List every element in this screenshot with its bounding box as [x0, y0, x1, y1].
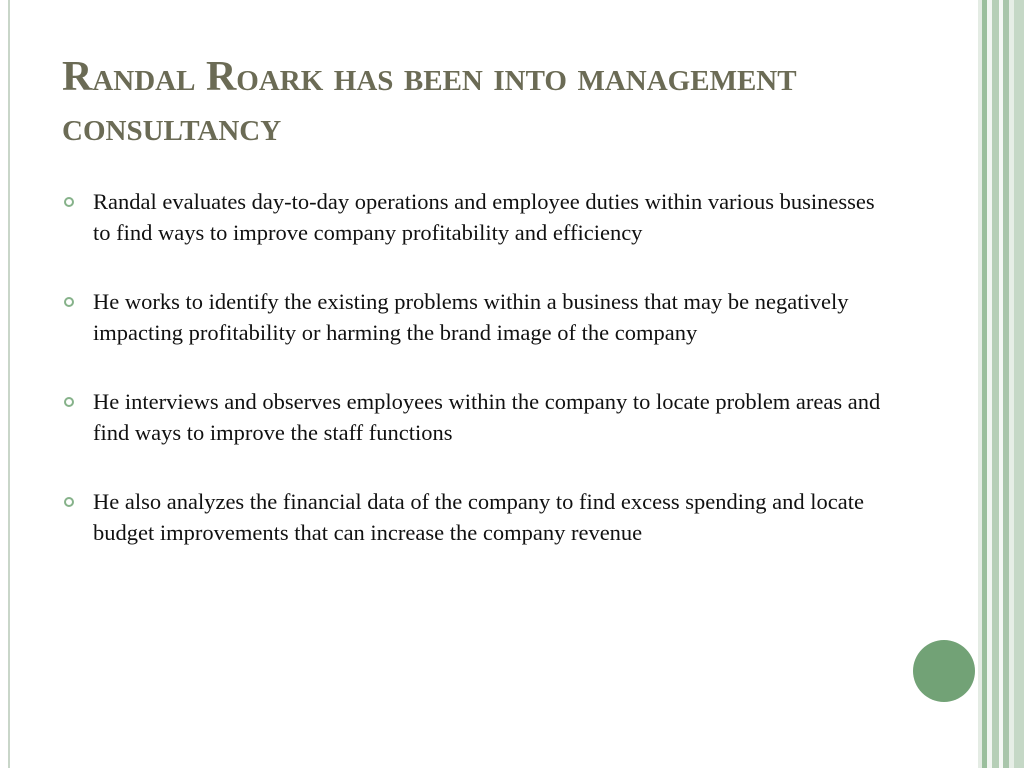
decorative-green-circle: [913, 640, 975, 702]
bullet-text: He interviews and observes employees within the company to locate problem areas and find ways to improve the staff functions: [93, 389, 881, 445]
left-border-line: [8, 0, 10, 768]
bullet-item: [62, 286, 882, 348]
bullet-item: [62, 386, 882, 448]
bullet-list: [62, 186, 882, 586]
bullet-item: [62, 486, 882, 548]
bullet-circle-icon: [64, 197, 74, 207]
bullet-text: He also analyzes the financial data of the company to find excess spending and locate budget improvements that can increase the company revenue: [93, 489, 864, 545]
bullet-text: Randal evaluates day-to-day operations and employee duties within various businesses to find ways to improve company profitability and efficiency: [93, 189, 875, 245]
bullet-circle-icon: [64, 397, 74, 407]
bullet-item: [62, 186, 882, 248]
bullet-text: He works to identify the existing problems within a business that may be negatively impacting profitability or harming the brand image of the company: [93, 289, 849, 345]
bullet-circle-icon: [64, 497, 74, 507]
right-decorative-border: [978, 0, 1024, 768]
bullet-circle-icon: [64, 297, 74, 307]
slide-title: Randal Roark has been into management consultancy: [62, 54, 797, 150]
